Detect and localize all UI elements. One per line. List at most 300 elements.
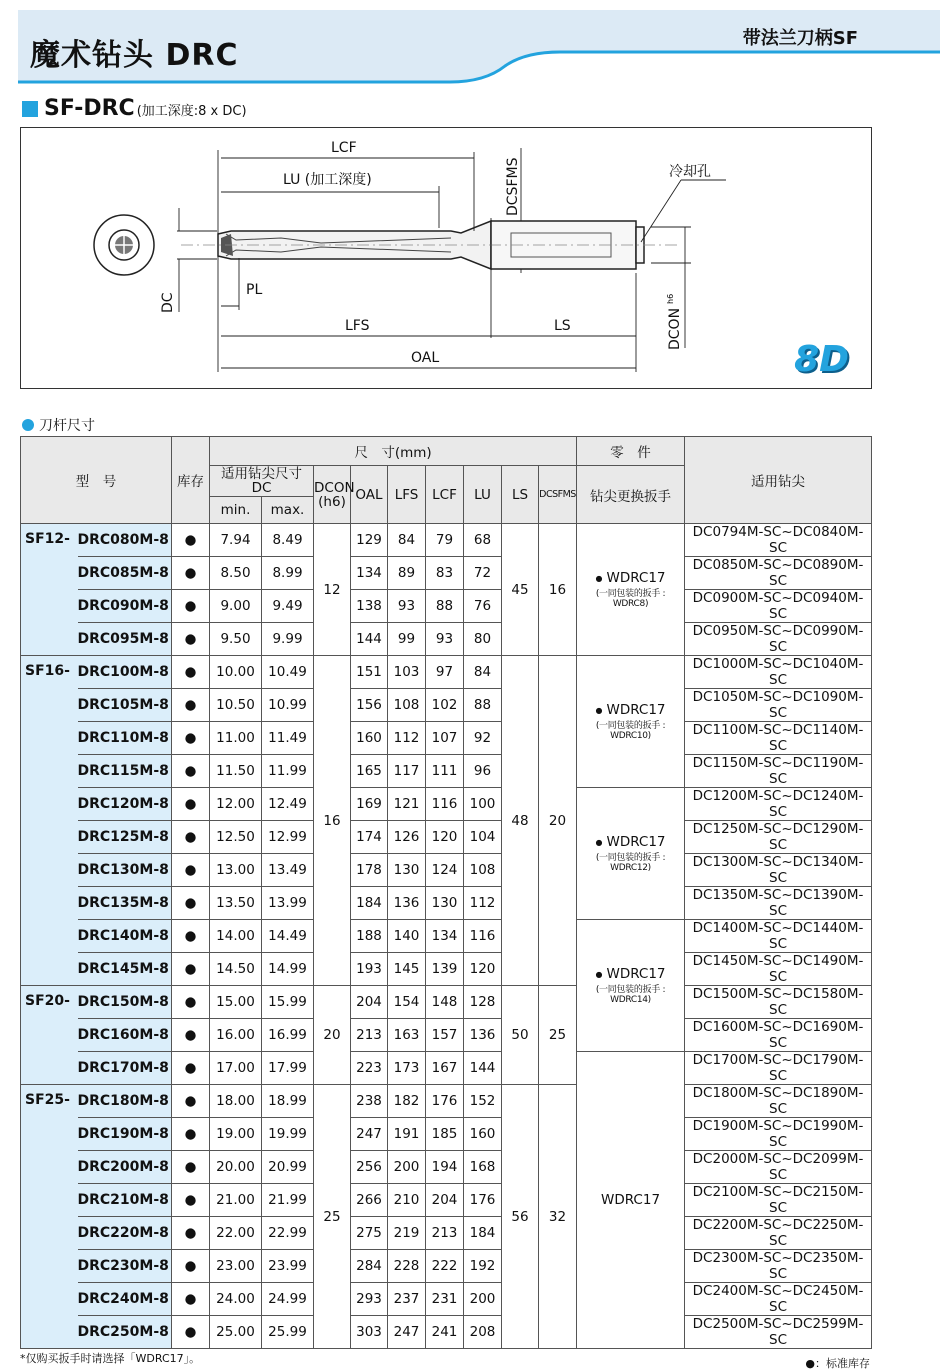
lcf-value: 83	[426, 557, 464, 590]
dcsfms-value: 20	[539, 656, 577, 986]
lfs-value: 121	[388, 788, 426, 821]
applicable-tip: DC1500M-SC~DC1580M-SC	[685, 986, 872, 1019]
wrench-model-label: WDRC17	[606, 570, 666, 586]
lcf-value: 204	[426, 1184, 464, 1217]
dc-min: 15.00	[210, 986, 262, 1019]
lu-value: 208	[464, 1316, 502, 1349]
table-row	[21, 887, 872, 920]
model-code: DRC080M-8	[78, 524, 172, 557]
spec-table-body	[21, 524, 872, 1349]
applicable-tip: DC0850M-SC~DC0890M-SC	[685, 557, 872, 590]
lfs-value: 103	[388, 656, 426, 689]
dcon-value: 20	[314, 986, 351, 1085]
dc-max: 11.49	[262, 722, 314, 755]
stock-mark: ●	[172, 557, 210, 590]
table-row	[21, 656, 872, 689]
dcsfms-value: 32	[539, 1085, 577, 1349]
table-row	[21, 755, 872, 788]
applicable-tip: DC1350M-SC~DC1390M-SC	[685, 887, 872, 920]
oal-value: 144	[351, 623, 388, 656]
stock-mark: ●	[172, 1217, 210, 1250]
header-lcf: LCF	[426, 466, 464, 524]
applicable-tip: DC1700M-SC~DC1790M-SC	[685, 1052, 872, 1085]
oal-value: 151	[351, 656, 388, 689]
stock-legend: ●：标准库存	[805, 1357, 870, 1370]
stock-mark: ●	[172, 689, 210, 722]
lu-value: 88	[464, 689, 502, 722]
lu-value: 128	[464, 986, 502, 1019]
section-title	[22, 96, 247, 121]
wrench-cell	[577, 1052, 685, 1349]
label-lcf: LCF	[331, 140, 357, 156]
applicable-tip: DC1900M-SC~DC1990M-SC	[685, 1118, 872, 1151]
header-tips: 适用钻尖	[685, 437, 872, 524]
dc-max: 16.99	[262, 1019, 314, 1052]
stock-mark: ●	[172, 920, 210, 953]
group-prefix: SF20-	[25, 993, 70, 1009]
dcsfms-value: 25	[539, 986, 577, 1085]
header-dcon-label: DCON	[314, 479, 355, 496]
wrench-included-note: (一同包装的扳手 : WDRC10)	[595, 721, 666, 741]
lu-value: 200	[464, 1283, 502, 1316]
oal-value: 178	[351, 854, 388, 887]
wrench-model-label: WDRC17	[606, 834, 666, 850]
dc-max: 8.99	[262, 557, 314, 590]
lcf-value: 116	[426, 788, 464, 821]
oal-value: 160	[351, 722, 388, 755]
model-code: DRC135M-8	[78, 887, 172, 920]
dc-min: 24.00	[210, 1283, 262, 1316]
oal-value: 129	[351, 524, 388, 557]
dc-max: 25.99	[262, 1316, 314, 1349]
group-prefix: SF16-	[25, 663, 70, 679]
dc-min: 22.00	[210, 1217, 262, 1250]
lcf-value: 130	[426, 887, 464, 920]
lfs-value: 173	[388, 1052, 426, 1085]
dc-max: 24.99	[262, 1283, 314, 1316]
applicable-tip: DC1400M-SC~DC1440M-SC	[685, 920, 872, 953]
lcf-value: 231	[426, 1283, 464, 1316]
stock-mark: ●	[172, 1019, 210, 1052]
lfs-value: 163	[388, 1019, 426, 1052]
table-row	[21, 821, 872, 854]
lcf-value: 185	[426, 1118, 464, 1151]
lfs-value: 247	[388, 1316, 426, 1349]
table-row	[21, 590, 872, 623]
wrench-included-note: (一同包装的扳手 : WDRC12)	[595, 853, 666, 873]
stock-mark: ●	[172, 524, 210, 557]
wrench-star-mark: ●	[595, 573, 603, 583]
model-code: DRC140M-8	[78, 920, 172, 953]
section-sub-title: (加工深度:8 x DC)	[136, 104, 247, 119]
applicable-tip: DC2300M-SC~DC2350M-SC	[685, 1250, 872, 1283]
wrench-model-label: WDRC17	[606, 702, 666, 718]
square-bullet-icon	[22, 101, 38, 117]
applicable-tip: DC1200M-SC~DC1240M-SC	[685, 788, 872, 821]
dc-max: 10.99	[262, 689, 314, 722]
applicable-tip: DC1100M-SC~DC1140M-SC	[685, 722, 872, 755]
dc-min: 14.00	[210, 920, 262, 953]
lfs-value: 126	[388, 821, 426, 854]
table-row	[21, 722, 872, 755]
lcf-value: 107	[426, 722, 464, 755]
lfs-value: 117	[388, 755, 426, 788]
lfs-value: 210	[388, 1184, 426, 1217]
section-main-title: SF-DRC	[44, 96, 135, 121]
dc-max: 13.49	[262, 854, 314, 887]
model-code: DRC200M-8	[78, 1151, 172, 1184]
label-dcon-tolerance: h6	[666, 293, 675, 304]
model-code: DRC110M-8	[78, 722, 172, 755]
page-header	[0, 0, 950, 92]
lcf-value: 241	[426, 1316, 464, 1349]
table-row	[21, 689, 872, 722]
group-prefix-cell	[21, 656, 78, 986]
dc-min: 16.00	[210, 1019, 262, 1052]
table-row	[21, 920, 872, 953]
oal-value: 184	[351, 887, 388, 920]
label-dcon: DCON	[667, 307, 683, 350]
ls-value: 48	[502, 656, 539, 986]
wrench-star-mark: ●	[595, 969, 603, 979]
dcsfms-value: 16	[539, 524, 577, 656]
dc-min: 23.00	[210, 1250, 262, 1283]
table-row	[21, 623, 872, 656]
model-code: DRC150M-8	[78, 986, 172, 1019]
lfs-value: 237	[388, 1283, 426, 1316]
table-row	[21, 1085, 872, 1118]
lcf-value: 79	[426, 524, 464, 557]
table-row	[21, 1151, 872, 1184]
wrench-star-mark: ●	[595, 705, 603, 715]
applicable-tip: DC1150M-SC~DC1190M-SC	[685, 755, 872, 788]
dcon-value: 25	[314, 1085, 351, 1349]
table-heading-label: 刀杆尺寸	[39, 418, 95, 434]
lu-value: 96	[464, 755, 502, 788]
stock-mark: ●	[172, 953, 210, 986]
wrench-model	[577, 702, 684, 718]
dc-max: 18.99	[262, 1085, 314, 1118]
wrench-cell	[577, 920, 685, 1052]
label-lu: LU (加工深度)	[283, 172, 372, 188]
wrench-cell	[577, 788, 685, 920]
dc-min: 10.50	[210, 689, 262, 722]
oal-value: 303	[351, 1316, 388, 1349]
applicable-tip: DC2100M-SC~DC2150M-SC	[685, 1184, 872, 1217]
wrench-included-note: (一同包装的扳手 : WDRC14)	[595, 985, 666, 1005]
dc-min: 7.94	[210, 524, 262, 557]
table-row	[21, 1184, 872, 1217]
stock-mark: ●	[172, 1151, 210, 1184]
wrench-cell	[577, 524, 685, 656]
lu-value: 136	[464, 1019, 502, 1052]
lu-value: 76	[464, 590, 502, 623]
applicable-tip: DC0794M-SC~DC0840M-SC	[685, 524, 872, 557]
stock-mark: ●	[172, 755, 210, 788]
label-dcsfms: DCSFMS	[505, 157, 521, 216]
lfs-value: 145	[388, 953, 426, 986]
dc-min: 12.50	[210, 821, 262, 854]
lfs-value: 84	[388, 524, 426, 557]
model-code: DRC115M-8	[78, 755, 172, 788]
dc-max: 9.99	[262, 623, 314, 656]
model-code: DRC180M-8	[78, 1085, 172, 1118]
dc-max: 12.99	[262, 821, 314, 854]
applicable-tip: DC1300M-SC~DC1340M-SC	[685, 854, 872, 887]
lfs-value: 93	[388, 590, 426, 623]
drill-side-view	[181, 221, 681, 269]
wrench-model	[577, 966, 684, 982]
wrench-star-mark: ●	[595, 837, 603, 847]
header-lfs: LFS	[388, 466, 426, 524]
header-dcon	[314, 466, 355, 524]
lfs-value: 89	[388, 557, 426, 590]
dc-min: 20.00	[210, 1151, 262, 1184]
table-row	[21, 557, 872, 590]
table-row	[21, 953, 872, 986]
dcon-value: 12	[314, 524, 351, 656]
ls-value: 56	[502, 1085, 539, 1349]
lu-value: 100	[464, 788, 502, 821]
lu-value: 168	[464, 1151, 502, 1184]
oal-value: 169	[351, 788, 388, 821]
lcf-value: 93	[426, 623, 464, 656]
header-model: 型 号	[21, 437, 172, 524]
dc-min: 10.00	[210, 656, 262, 689]
oal-value: 238	[351, 1085, 388, 1118]
model-code: DRC120M-8	[78, 788, 172, 821]
lcf-value: 194	[426, 1151, 464, 1184]
stock-mark: ●	[172, 1316, 210, 1349]
group-prefix-cell	[21, 524, 78, 656]
model-code: DRC100M-8	[78, 656, 172, 689]
lfs-value: 182	[388, 1085, 426, 1118]
dc-min: 11.00	[210, 722, 262, 755]
stock-mark: ●	[172, 986, 210, 1019]
lu-value: 176	[464, 1184, 502, 1217]
lcf-value: 97	[426, 656, 464, 689]
table-row	[21, 854, 872, 887]
spec-table	[20, 436, 872, 1349]
tool-drawing-svg	[21, 128, 871, 388]
lu-value: 192	[464, 1250, 502, 1283]
lu-value: 116	[464, 920, 502, 953]
dc-max: 19.99	[262, 1118, 314, 1151]
applicable-tip: DC2500M-SC~DC2599M-SC	[685, 1316, 872, 1349]
label-oal: OAL	[411, 350, 440, 366]
wrench-model	[577, 1192, 684, 1208]
group-prefix: SF25-	[25, 1092, 70, 1108]
lfs-value: 99	[388, 623, 426, 656]
header-dims: 尺 寸(mm)	[210, 437, 577, 466]
model-code: DRC095M-8	[78, 623, 172, 656]
lcf-value: 111	[426, 755, 464, 788]
model-code: DRC160M-8	[78, 1019, 172, 1052]
header-lu: LU	[464, 466, 502, 524]
oal-value: 165	[351, 755, 388, 788]
header-parts: 零 件	[577, 437, 685, 466]
group-prefix: SF12-	[25, 531, 70, 547]
oal-value: 284	[351, 1250, 388, 1283]
lfs-value: 112	[388, 722, 426, 755]
model-code: DRC210M-8	[78, 1184, 172, 1217]
applicable-tip: DC0900M-SC~DC0940M-SC	[685, 590, 872, 623]
dc-min: 13.50	[210, 887, 262, 920]
lu-value: 84	[464, 656, 502, 689]
dc-max: 8.49	[262, 524, 314, 557]
table-row	[21, 1217, 872, 1250]
lfs-value: 219	[388, 1217, 426, 1250]
dc-min: 18.00	[210, 1085, 262, 1118]
stock-mark: ●	[172, 1052, 210, 1085]
applicable-tip: DC1050M-SC~DC1090M-SC	[685, 689, 872, 722]
stock-mark: ●	[172, 722, 210, 755]
model-code: DRC130M-8	[78, 854, 172, 887]
header-oal: OAL	[351, 466, 388, 524]
lfs-value: 136	[388, 887, 426, 920]
stock-mark: ●	[172, 821, 210, 854]
label-ls: LS	[554, 318, 571, 334]
label-coolant: 冷却孔	[669, 164, 711, 180]
wrench-cell	[577, 656, 685, 788]
oal-value: 247	[351, 1118, 388, 1151]
applicable-tip: DC1800M-SC~DC1890M-SC	[685, 1085, 872, 1118]
oal-value: 275	[351, 1217, 388, 1250]
oal-value: 293	[351, 1283, 388, 1316]
lfs-value: 140	[388, 920, 426, 953]
label-dc: DC	[160, 292, 176, 313]
model-code: DRC105M-8	[78, 689, 172, 722]
lfs-value: 228	[388, 1250, 426, 1283]
dc-min: 25.00	[210, 1316, 262, 1349]
tool-drawing	[20, 127, 872, 389]
lcf-value: 213	[426, 1217, 464, 1250]
lcf-value: 167	[426, 1052, 464, 1085]
lu-value: 72	[464, 557, 502, 590]
dc-max: 9.49	[262, 590, 314, 623]
oal-value: 266	[351, 1184, 388, 1217]
table-heading	[22, 415, 95, 435]
oal-value: 213	[351, 1019, 388, 1052]
table-row	[21, 1316, 872, 1349]
label-lfs: LFS	[345, 318, 370, 334]
applicable-tip: DC2200M-SC~DC2250M-SC	[685, 1217, 872, 1250]
lcf-value: 134	[426, 920, 464, 953]
header-ls: LS	[502, 466, 539, 524]
dc-min: 9.00	[210, 590, 262, 623]
stock-mark: ●	[172, 1184, 210, 1217]
dc-min: 9.50	[210, 623, 262, 656]
oal-value: 204	[351, 986, 388, 1019]
label-pl: PL	[246, 282, 263, 298]
applicable-tip: DC2000M-SC~DC2099M-SC	[685, 1151, 872, 1184]
dc-max: 15.99	[262, 986, 314, 1019]
dc-max: 12.49	[262, 788, 314, 821]
wrench-model	[577, 570, 684, 586]
dc-min: 12.00	[210, 788, 262, 821]
wrench-model	[577, 834, 684, 850]
lcf-value: 176	[426, 1085, 464, 1118]
header-wrench: 钻尖更换扳手	[577, 466, 685, 524]
lcf-value: 124	[426, 854, 464, 887]
model-code: DRC090M-8	[78, 590, 172, 623]
lfs-value: 130	[388, 854, 426, 887]
applicable-tip: DC1450M-SC~DC1490M-SC	[685, 953, 872, 986]
table-row	[21, 1283, 872, 1316]
stock-mark: ●	[172, 1118, 210, 1151]
stock-mark: ●	[172, 623, 210, 656]
lfs-value: 108	[388, 689, 426, 722]
lcf-value: 148	[426, 986, 464, 1019]
lu-value: 112	[464, 887, 502, 920]
lu-value: 92	[464, 722, 502, 755]
table-row	[21, 1118, 872, 1151]
oal-value: 174	[351, 821, 388, 854]
lu-value: 80	[464, 623, 502, 656]
table-row	[21, 524, 872, 557]
dc-max: 14.99	[262, 953, 314, 986]
header-dcsfms: DCSFMS	[539, 466, 577, 524]
depth-badge: 8D	[794, 339, 849, 380]
header-dc-range: 适用钻尖尺寸 DC	[210, 466, 314, 497]
stock-mark: ●	[172, 590, 210, 623]
oal-value: 156	[351, 689, 388, 722]
header-max: max.	[262, 497, 314, 524]
dcon-value: 16	[314, 656, 351, 986]
lcf-value: 88	[426, 590, 464, 623]
group-prefix-cell	[21, 986, 78, 1085]
oal-value: 134	[351, 557, 388, 590]
dc-min: 8.50	[210, 557, 262, 590]
applicable-tip: DC2400M-SC~DC2450M-SC	[685, 1283, 872, 1316]
stock-mark: ●	[172, 788, 210, 821]
lcf-value: 120	[426, 821, 464, 854]
oal-value: 256	[351, 1151, 388, 1184]
model-code: DRC230M-8	[78, 1250, 172, 1283]
stock-mark: ●	[172, 1283, 210, 1316]
lcf-value: 157	[426, 1019, 464, 1052]
dc-max: 20.99	[262, 1151, 314, 1184]
dc-max: 23.99	[262, 1250, 314, 1283]
dc-max: 11.99	[262, 755, 314, 788]
lu-value: 144	[464, 1052, 502, 1085]
lu-value: 152	[464, 1085, 502, 1118]
dc-max: 10.49	[262, 656, 314, 689]
stock-mark: ●	[172, 1250, 210, 1283]
group-prefix-cell	[21, 1085, 78, 1349]
lfs-value: 154	[388, 986, 426, 1019]
lcf-value: 139	[426, 953, 464, 986]
dc-min: 14.50	[210, 953, 262, 986]
oal-value: 188	[351, 920, 388, 953]
model-code: DRC220M-8	[78, 1217, 172, 1250]
lfs-value: 191	[388, 1118, 426, 1151]
table-row	[21, 1052, 872, 1085]
header-stock: 库存	[172, 437, 210, 524]
applicable-tip: DC1000M-SC~DC1040M-SC	[685, 656, 872, 689]
model-code: DRC170M-8	[78, 1052, 172, 1085]
oal-value: 223	[351, 1052, 388, 1085]
dc-min: 11.50	[210, 755, 262, 788]
model-code: DRC125M-8	[78, 821, 172, 854]
model-code: DRC250M-8	[78, 1316, 172, 1349]
table-row	[21, 1019, 872, 1052]
table-row	[21, 986, 872, 1019]
oal-value: 193	[351, 953, 388, 986]
wrench-included-note: (一同包装的扳手 : WDRC8)	[595, 589, 666, 609]
applicable-tip: DC1250M-SC~DC1290M-SC	[685, 821, 872, 854]
stock-mark: ●	[172, 854, 210, 887]
